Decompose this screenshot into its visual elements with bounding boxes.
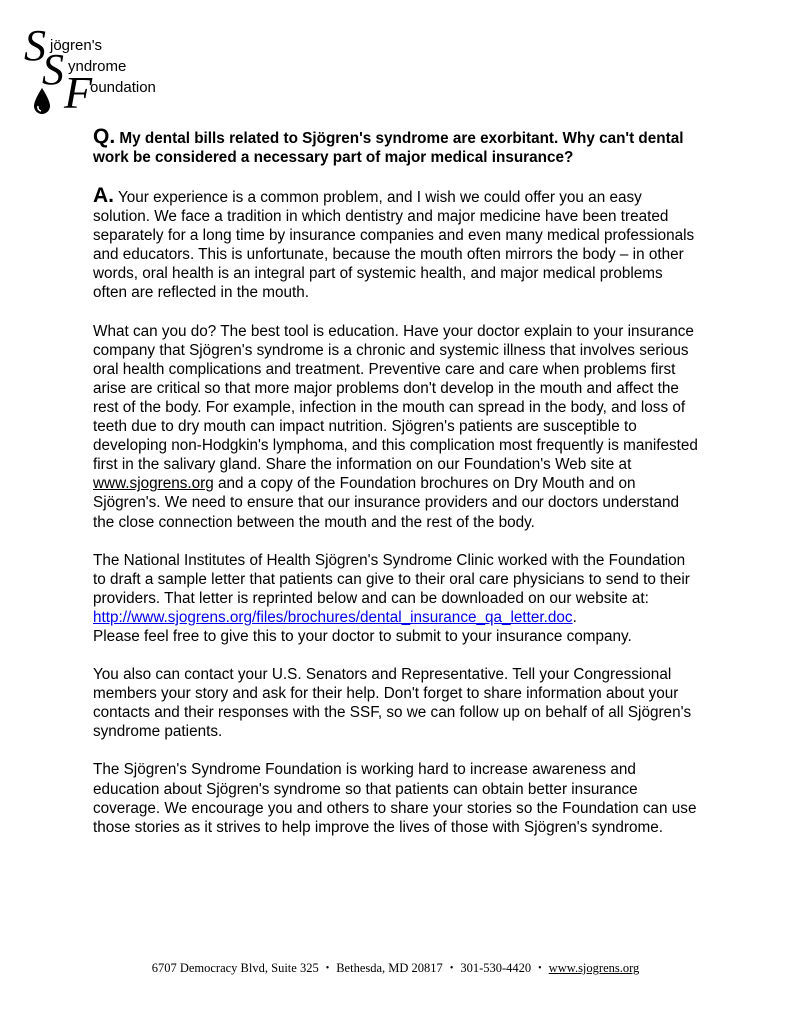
answer-paragraph-2 [93,322,699,532]
answer-paragraph-3-text: The National Institutes of Health Sjögren's Syndrome Clinic worked with the Foundation to draft a sample letter that patients can give to their oral care physicians to send to their providers. That letter is reprinted below and can be downloaded on our website at: [93,551,690,607]
answer-paragraph-2-text-end: and a copy of the Foundation brochures on Dry Mouth and on Sjögren's. We need to ensure that our insurance providers and our doctors understand the close connection between the mouth and the rest of the body. [93,475,679,531]
question-marker: Q. [93,125,116,148]
answer-paragraph-3-text-end: Please feel free to give this to your doctor to submit to your insurance company. [93,627,632,645]
logo-letter-f: F [64,67,93,118]
answer-paragraph-2-text: What can you do? The best tool is education. Have your doctor explain to your insurance company that Sjögren's syndrome is a chronic and systemic illness that involves serious oral health complications and treatment. Preventive care and care when problems first arise are critical so that more major problems don't develop in the mouth and affect the rest of the body. For example, infection in the mouth can spread in the body, and loss of teeth due to dry mouth can impact nutrition. Sjögren's patients are susceptible to developing non-Hodgkin's lymphoma, and this complication most frequently is manifested first in the salivary gland. Share the information on our Foundation's Web site at [93,322,698,474]
logo-line-2: yndrome [68,58,127,75]
answer-paragraph-1-text: Your experience is a common problem, and I wish we could offer you an easy solution. We face a tradition in which dentistry and major medicine have been treated separately for a long time by insurance companies and even many medical professionals and educators. This is unfortunate, because the mouth often mirrors the body – in other words, oral health is an integral part of systemic health, and major medical problems often are reflected in the mouth. [93,189,695,302]
footer-address: 6707 Democracy Blvd, Suite 325 [151,961,319,975]
water-drop-icon [32,88,52,116]
website-link[interactable]: www.sjogrens.org [93,475,214,493]
link-period: . [572,608,577,626]
logo-line-1: jögren's [50,37,103,54]
answer-paragraph-5: The Sjögren's Syndrome Foundation is working hard to increase awareness and education about Sjögren's syndrome so that patients can obtain better insurance coverage. We encourage you and others to share your stories so the Foundation can use those stories as it strives to help improve the lives of those with Sjögren's syndrome. [93,761,697,836]
footer-phone: 301-530-4420 [460,961,532,975]
answer-paragraph-4: You also can contact your U.S. Senators and Representative. Tell your Congressional members your story and ask for their help. Don't forget to share information about your contacts and their responses with the SSF, so we can follow up on behalf of all Sjögren's syndrome patients. [93,666,692,741]
footer-website-link[interactable]: www.sjogrens.org [548,961,640,975]
footer-city: Bethesda, MD 20817 [336,961,443,975]
footer-separator: • [449,963,454,974]
letter-download-link[interactable]: http://www.sjogrens.org/files/brochures/dental_insurance_qa_letter.doc [93,608,573,626]
footer-separator: • [325,963,330,974]
foundation-logo [24,21,184,120]
logo-line-3: oundation [90,79,156,96]
answer [93,186,699,837]
answer-paragraph-3 [93,551,699,646]
footer-contact [0,961,791,976]
qa-article [93,127,699,837]
answer-paragraph-1 [93,186,699,303]
footer-separator: • [538,963,542,974]
question-text: My dental bills related to Sjögren's syndrome are exorbitant. Why can't dental work be considered a necessary part of major medical insurance? [93,130,684,166]
question [93,127,699,167]
logo-letter-s-top: S [24,21,46,70]
answer-marker: A. [93,184,114,207]
logo-letter-s-mid: S [42,45,64,94]
